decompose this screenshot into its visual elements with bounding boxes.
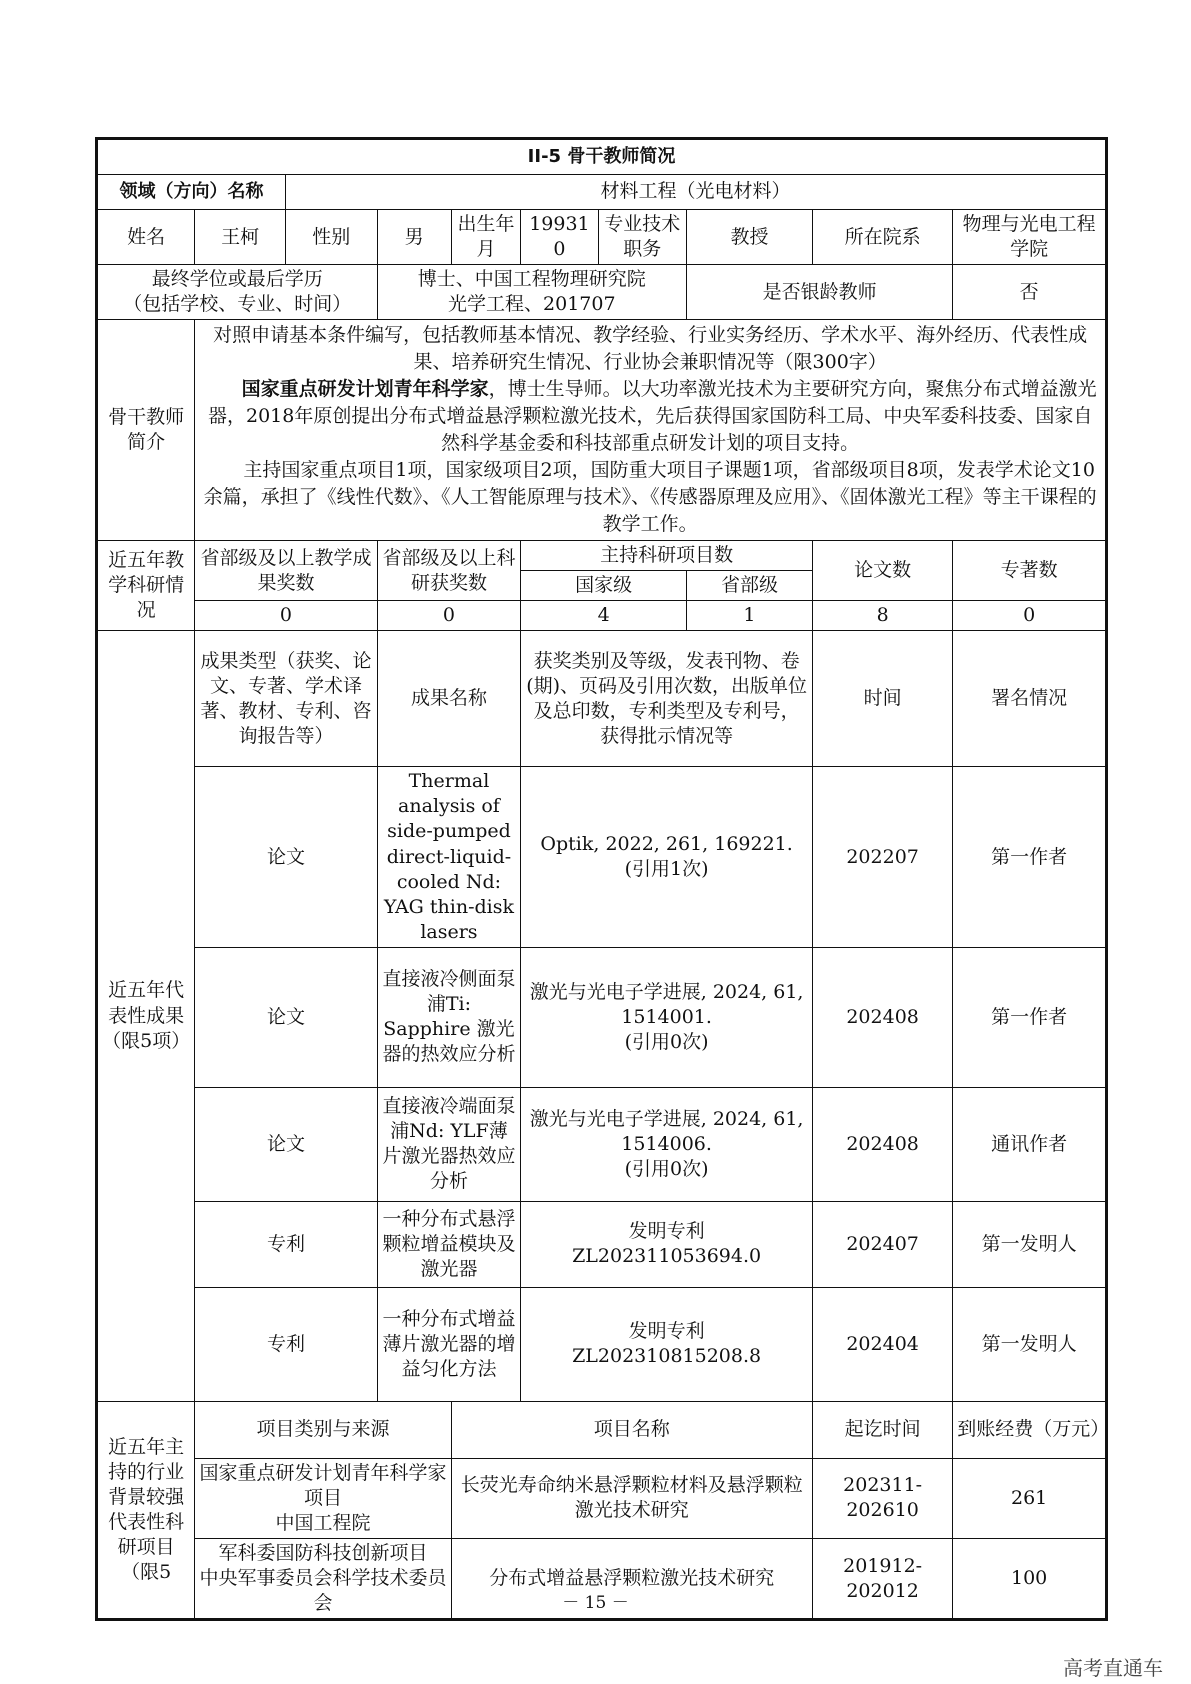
stats-papers-value: 8 [812, 601, 952, 631]
project-row: 军科委国防科技创新项目 中央军事委员会科学技术委员会 分布式增益悬浮颗粒激光技术研究 201912-202012 100 [97, 1539, 1107, 1620]
stats-teaching-value: 0 [195, 601, 377, 631]
projects-funds-header: 到账经费（万元） [953, 1401, 1107, 1458]
title-value: 教授 [687, 210, 813, 265]
projects-period-header: 起讫时间 [812, 1401, 952, 1458]
silver-teacher-value: 否 [953, 265, 1107, 320]
stats-projects-header: 主持科研项目数 [521, 541, 813, 571]
stats-research-header: 省部级及以上科研获奖数 [377, 541, 521, 601]
bio-paragraph-1: 国家重点研发计划青年科学家，博士生导师。以大功率激光技术为主要研究方向，聚焦分布式增益激光器，2018年原创提出分布式增益悬浮颗粒激光技术，先后获得国家国防科工局、中央军委科技委、国家自然科学基金委和科技部重点研发计划的项目支持。 [207, 378, 1097, 455]
stats-label: 近五年教学科研情况 [97, 541, 195, 631]
bio-paragraph-2: 主持国家重点项目1项，国家级项目2项，国防重大项目子课题1项，省部级项目8项，发表学术论文10余篇，承担了《线性代数》、《人工智能原理与技术》、《传感器原理及应用》、《固体激光工程》等主干课程的教学工作。 [203, 459, 1097, 536]
teacher-profile-table [95, 137, 1108, 1621]
dept-value: 物理与光电工程学院 [953, 210, 1107, 265]
section-title: II-5 骨干教师简况 [97, 139, 1107, 175]
title-label: 专业技术职务 [598, 210, 686, 265]
watermark: 高考直通车 [1063, 1656, 1163, 1680]
stats-provincial-header: 省部级 [687, 571, 813, 601]
achievements-label: 近五年代表性成果（限5项） [97, 631, 195, 1402]
stats-research-value: 0 [377, 601, 521, 631]
achievements-time-header: 时间 [812, 631, 952, 767]
stats-national-header: 国家级 [521, 571, 687, 601]
birth-label: 出生年月 [451, 210, 521, 265]
stats-teaching-header: 省部级及以上教学成果奖数 [195, 541, 377, 601]
name-label: 姓名 [97, 210, 195, 265]
stats-national-value: 4 [521, 601, 687, 631]
projects-source-header: 项目类别与来源 [195, 1401, 451, 1458]
achievement-row: 论文 直接液冷端面泵浦Nd: YLF薄片激光器热效应分析 激光与光电子学进展, 2024, 61, 1514006. (引用0次) 202408 通讯作者 [97, 1087, 1107, 1201]
stats-papers-header: 论文数 [812, 541, 952, 601]
stats-books-value: 0 [953, 601, 1107, 631]
achievement-row: 专利 一种分布式悬浮颗粒增益模块及激光器 发明专利 ZL202311053694.0 202407 第一发明人 [97, 1201, 1107, 1287]
birth-value: 199310 [521, 210, 598, 265]
bio-label: 骨干教师简介 [97, 320, 195, 541]
silver-teacher-label: 是否银龄教师 [687, 265, 953, 320]
achievements-type-header: 成果类型（获奖、论文、专著、学术译著、教材、专利、咨询报告等） [195, 631, 377, 767]
achievement-row: 专利 一种分布式增益薄片激光器的增益匀化方法 发明专利 ZL202310815208.8 202404 第一发明人 [97, 1287, 1107, 1401]
gender-value: 男 [377, 210, 451, 265]
achievement-row: 论文 Thermal analysis of side-pumped direct-liquid-cooled Nd: YAG thin-disk lasers Optik, 2022, 261, 169221. (引用1次) 202207 第一作者 [97, 767, 1107, 948]
stats-provincial-value: 1 [687, 601, 813, 631]
dept-label: 所在院系 [812, 210, 952, 265]
degree-value: 博士、中国工程物理研究院 光学工程、201707 [377, 265, 686, 320]
projects-label: 近五年主持的行业背景较强代表性科研项目（限5 [97, 1401, 195, 1619]
bio-text [195, 320, 1107, 541]
achievements-detail-header: 获奖类别及等级，发表刊物、卷(期)、页码及引用次数，出版单位及总印数，专利类型及专利号，获得批示情况等 [521, 631, 813, 767]
projects-name-header: 项目名称 [451, 1401, 812, 1458]
page-number: － 15 － [562, 1593, 629, 1613]
project-row: 国家重点研发计划青年科学家项目 中国工程院 长荧光寿命纳米悬浮颗粒材料及悬浮颗粒激光技术研究 202311-202610 261 [97, 1458, 1107, 1538]
field-value: 材料工程（光电材料） [285, 175, 1106, 210]
achievement-row: 论文 直接液冷侧面泵浦Ti: Sapphire 激光器的热效应分析 激光与光电子学进展, 2024, 61, 1514001. (引用0次) 202408 第一作者 [97, 947, 1107, 1087]
achievements-sign-header: 署名情况 [953, 631, 1107, 767]
bio-instruction: 对照申请基本条件编写，包括教师基本情况、教学经验、行业实务经历、学术水平、海外经历、代表性成果、培养研究生情况、行业协会兼职情况等（限300字） [213, 324, 1088, 374]
gender-label: 性别 [285, 210, 377, 265]
field-label: 领域（方向）名称 [97, 175, 286, 210]
achievements-name-header: 成果名称 [377, 631, 521, 767]
name-value: 王柯 [195, 210, 286, 265]
stats-books-header: 专著数 [953, 541, 1107, 601]
degree-label: 最终学位或最后学历 （包括学校、专业、时间） [97, 265, 378, 320]
